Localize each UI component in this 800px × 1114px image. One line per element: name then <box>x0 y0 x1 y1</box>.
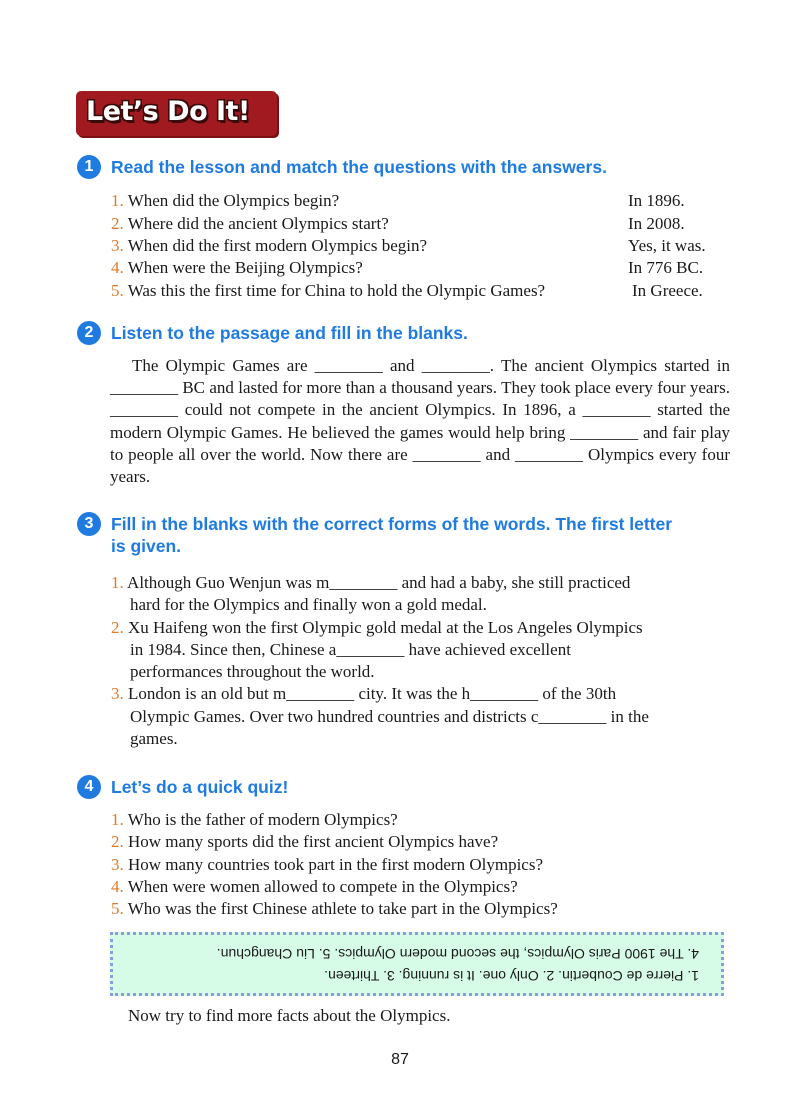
section-3-title: Fill in the blanks with the correct forms of the words. The first letter is given. <box>111 514 673 556</box>
fill-item-2-cont: performances throughout the world. <box>130 662 375 681</box>
fill-item-3-cont: games. <box>130 729 178 748</box>
passage-paragraph <box>110 355 730 488</box>
quiz-answer-box-rotated <box>113 935 721 993</box>
match-question: 2. Where did the ancient Olympics start? <box>111 214 389 233</box>
match-answer: In 776 BC. <box>628 258 704 277</box>
match-answer: In 1896. <box>628 191 685 210</box>
match-answer: In 2008. <box>628 214 685 233</box>
match-question: 1. When did the Olympics begin? <box>111 191 340 210</box>
quiz-question: 1. Who is the father of modern Olympics? <box>111 810 398 829</box>
match-answer: In Greece. <box>632 281 703 300</box>
fill-item-2: 2. Xu Haifeng won the first Olympic gold medal at the Los Angeles Olympics <box>111 618 643 637</box>
match-question: 3. When did the first modern Olympics begin? <box>111 236 428 255</box>
fill-item-3-cont: Olympic Games. Over two hundred countries and districts c________ in the <box>130 707 649 726</box>
section-1-badge: 1 <box>77 155 101 179</box>
quiz-question: 4. When were women allowed to compete in the Olympics? <box>111 877 518 896</box>
banner-title: Let’s Do It! <box>86 96 250 127</box>
section-4-badge: 4 <box>77 775 101 799</box>
page-number: 87 <box>391 1051 409 1068</box>
fill-item-2-cont: in 1984. Since then, Chinese a________ have achieved excellent <box>130 640 571 659</box>
fill-item-1: 1. Although Guo Wenjun was m________ and had a baby, she still practiced <box>111 573 631 592</box>
closing-text: Now try to find more facts about the Olympics. <box>128 1006 451 1025</box>
lets-do-it-banner <box>76 91 277 136</box>
fill-item-3: 3. London is an old but m________ city. It was the h________ of the 30th <box>111 684 617 703</box>
section-1-title: Read the lesson and match the questions with the answers. <box>111 157 607 177</box>
quiz-answer-line-2: 4. The 1900 Paris Olympics, the second modern Olympics. 5. Liu Changchun. <box>216 946 699 962</box>
quiz-answer-line-1: 1. Pierre de Coubertin. 2. Only one. It is running. 3. Thirteen. <box>324 968 699 984</box>
section-2-badge: 2 <box>77 321 101 345</box>
quiz-question: 5. Who was the first Chinese athlete to take part in the Olympics? <box>111 899 558 918</box>
section-2-title: Listen to the passage and fill in the blanks. <box>111 323 468 343</box>
match-question: 5. Was this the first time for China to hold the Olympic Games? <box>111 281 546 300</box>
quiz-question: 2. How many sports did the first ancient Olympics have? <box>111 832 499 851</box>
quiz-question: 3. How many countries took part in the first modern Olympics? <box>111 855 543 874</box>
passage-text: The Olympic Games are ________ and ________. The ancient Olympics started in ________ BC and lasted for more than a thousand years. They took place every four years. ________ could not compete in the ancient Olympics. In 1896, a ________ started the modern Olympic Games. He believed the games would help bring ________ and fair play to people all over the world. Now there are ________ and ________ Olympics every four years. <box>110 356 730 487</box>
section-3-badge: 3 <box>77 512 101 536</box>
quiz-answer-box <box>110 932 724 996</box>
section-4-title: Let’s do a quick quiz! <box>111 777 289 797</box>
match-answer: Yes, it was. <box>628 236 706 255</box>
fill-item-1-cont: hard for the Olympics and finally won a gold medal. <box>130 595 487 614</box>
match-question: 4. When were the Beijing Olympics? <box>111 258 363 277</box>
